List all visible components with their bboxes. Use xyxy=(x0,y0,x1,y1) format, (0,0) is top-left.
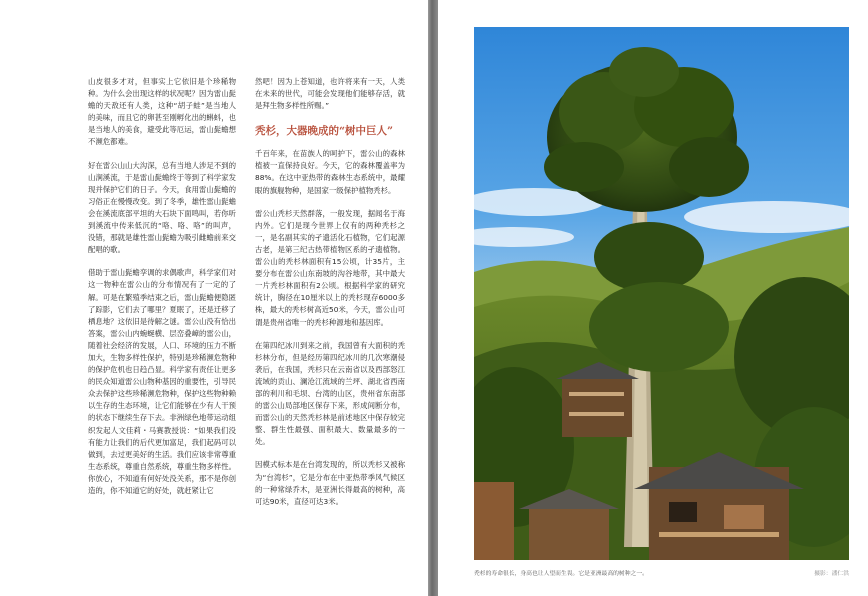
paragraph: 然吧！因为上苍知道，也许将来有一天，人类在未来的世代，可能会发现他们能够存活，就是拜生物多样性所赐。” xyxy=(255,77,405,111)
photo-giant-taiwania-tree xyxy=(474,27,849,560)
right-page xyxy=(438,0,868,596)
section-heading: 秃杉，大器晚成的“树中巨人” xyxy=(255,125,394,138)
left-page xyxy=(0,0,428,596)
paragraph: 借助于雷山髭蟾孪调的求偶歌声，科学家们对这一物种在雷公山的分布情况有了一定的了解。可是在繁殖季结束之后，雷山髭蟾便隐匿了踪影，它们去了哪里？夏眠了，还是迁移了栖息地？这依旧是待解之谜。雷公山没有恰出答案，雷公山内蜿蜒横、层峦叠嶂的雷公山，随着社会经济的发展，人口、环境的压力不断加大，生物多样性保护，特别是珍稀濒危物种的保护危机也日趋凸显。科学家有责任让更多的民众知道雷公山物种基因的重要性，引导民众去保护这些珍稀濒危物种，保护这些物种赖以生存的生态环境，让它们能够在少有人干预的状态下继续生存下去。非洲绿色地带运动组织发起人文佳莉・马赛教授说：“如果我们没有能力让我们的后代更加富足，我们起码可以做到，去过更美好的生活。我们应该非常尊重生态系统，尊重自然系统，尊重生物多样性。你放心，不知道有何好处没关系，那不是你创造的，你不知道它的好处，就赶紧让它 xyxy=(88,268,236,495)
photo-credit: 摄影：潘仁洪 xyxy=(814,571,849,577)
text-column-right xyxy=(255,76,405,519)
paragraph: 在第四纪冰川到来之前，我国曾有大面积的秃杉林分布，但是经历第四纪冰川的几次寒潮侵袭后，在我国，秃杉只在云南省以及西部怒江流域的贡山、澜沧江流域的兰坪、湖北省西南部的利川和毛坝、台湾的山区，贵州省东南部的雷公山局部地区保存下来，形成间断分布，而雷公山的天然秃杉林是前述地区中保存较完整、群生性最强、面积最大、数量最多的一处。 xyxy=(255,340,405,447)
book-gutter xyxy=(428,0,438,596)
paragraph: 因模式标本是在台湾发现的，所以秃杉又被称为“台湾杉”，它是分布在中亚热带季风气候区的一种常绿乔木，是亚洲长得最高的树种，高可达90米，直径可达3米。 xyxy=(255,460,405,506)
paragraph: 雷公山秃杉天然群落，一般发现，据闻名于海内外。它们是现今世界上仅有的两种秃杉之一，是名副其实的孑遗活化石植物，它们起源古老，是第三纪古热带植物区系的孑遗植物。雷公山的秃杉林面积有15公顷，计35片，主要分布在雷公山东南坡的沟谷地带，其中最大一片秃杉林面积有2公顷。根据科学家的研究统计，胸径在10厘米以上的秃杉现存6000多株，最大的秃杉树高近50米，今天，雷公山可谓是贵州省唯一的秃杉种源地和基因库。 xyxy=(255,208,405,327)
paragraph: 山皮很多才对，但事实上它依旧是个珍稀物种。为什么会出现这样的状况呢？因为雷山髭蟾的天敌还有人类，这种“胡子蛙”是当地人的美味，而且它的卵甚至刚孵化出的蝌蚪，也是当地人的美食，避受此等厄运，雷山髭蟾想不濒危都难。 xyxy=(88,77,236,147)
paragraph: 千百年来，在苗族人的呵护下，雷公山的森林植被一直保持良好。今天，它的森林覆盖率为88%。在这中亚热带的森林生态系统中，最耀眼的旗舰物种，是国家一级保护植物秃杉。 xyxy=(255,149,405,195)
paragraph: 好在雷公山山大沟深，总有当地人涉足不到的山涧溪流，于是雷山髭蟾终于等到了科学家发现并保护它们的日子。今天，食用雷山髭蟾的习俗正在慢慢改变。到了冬季，雄性雷山髭蟾会在溪流底部平坦的大石块下面鸣叫，若你听到溪流中传来低沉的“咯、咯、咯”的叫声，没错，那就是雄性雷山髭蟾为吸引雌蟾前来交配唱的歌。 xyxy=(88,160,236,255)
photo-caption: 秃杉的寿命很长，身高也让人望而生畏。它是亚洲最高的树种之一。 xyxy=(474,571,648,577)
text-column-left xyxy=(88,76,236,508)
